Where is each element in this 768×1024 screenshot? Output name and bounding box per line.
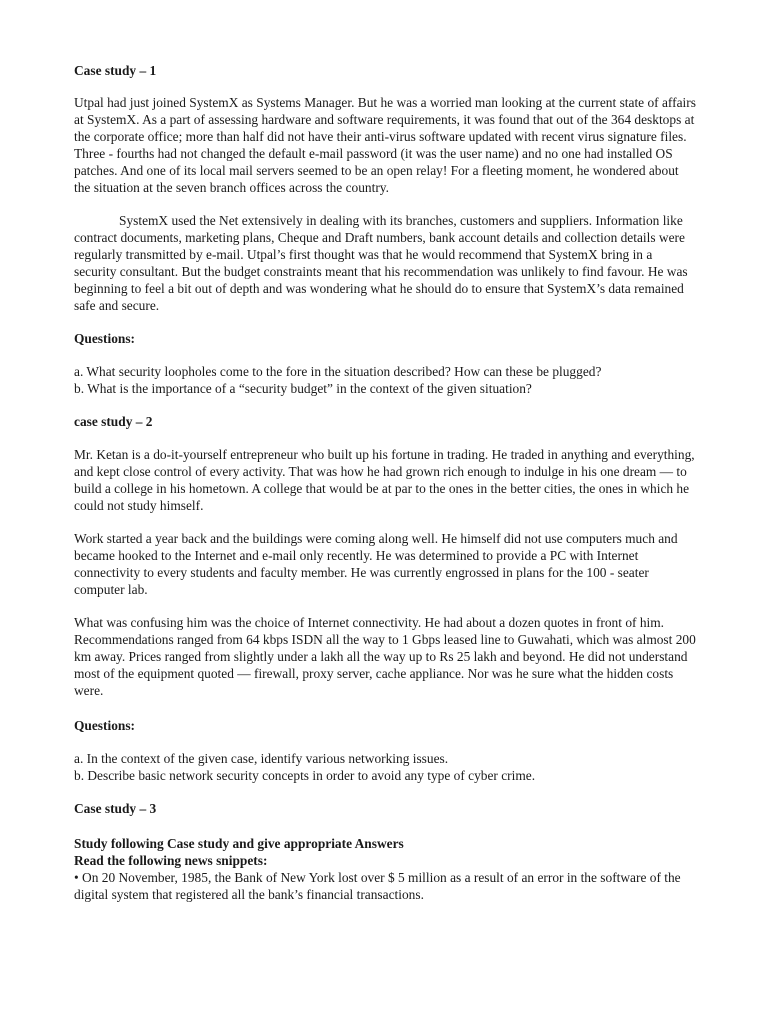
document-page <box>74 62 698 903</box>
case-study-2-questions-heading: Questions: <box>74 718 136 733</box>
case-study-1-paragraph-2: SystemX used the Net extensively in dealing with its branches, customers and suppliers. Information like contract documents, marketing plans, Cheque and Draft numbers, bank account details and collection details were regularly transmitted by e-mail. Utpal’s first thought was that he would recommend that SystemX bring in a security consultant. But the budget constraints meant that his recommendation was unlikely to find favour. He was beginning to feel a bit out of depth and was wondering what he should do to ensure that SystemX’s data remained safe and secure. <box>74 213 688 313</box>
case-study-1-paragraph-1: Utpal had just joined SystemX as Systems Manager. But he was a worried man looking at the current state of affairs at SystemX. As a part of assessing hardware and software requirements, it was found that out of the 364 desktops at the corporate office; more than half did not have their anti-virus software updated with recent virus signature files. Three - fourths had not changed the default e-mail password (it was the user name) and no one had installed OS patches. And one of its local mail servers seemed to be an open relay! For a fleeting moment, he wondered about the situation at the seven branch offices across the country. <box>74 95 696 195</box>
case-study-2-paragraph-1: Mr. Ketan is a do-it-yourself entrepreneur who built up his fortune in trading. He traded in anything and everything, and kept close control of every activity. That was how he had grown rich enough to indulge in his one dream — to build a college in his hometown. A college that would be at par to the ones in the better cities, the ones in which he could not study himself. <box>74 447 695 513</box>
case-study-1-heading: Case study – 1 <box>74 63 157 78</box>
case-study-2-heading: case study – 2 <box>74 414 153 429</box>
case-study-2-paragraph-2: Work started a year back and the buildings were coming along well. He himself did not use computers much and became hooked to the Internet and e-mail only recently. He was determined to provide a PC with Internet connectivity to every students and faculty member. He was currently engrossed in plans for the 100 - seater computer lab. <box>74 531 678 597</box>
case-study-1-question-b: b. What is the importance of a “security budget” in the context of the given situation? <box>74 381 532 396</box>
case-study-3-instruction: Study following Case study and give appropriate Answers <box>74 836 404 851</box>
case-study-2-paragraph-3: What was confusing him was the choice of Internet connectivity. He had about a dozen quotes in front of him. Recommendations ranged from 64 kbps ISDN all the way to 1 Gbps leased line to Guwahati, which was almost 200 km away. Prices ranged from slightly under a lakh all the way up to Rs 25 lakh and beyond. He did not understand most of the equipment quoted — firewall, proxy server, cache appliance. Nor was he sure what the hidden costs were. <box>74 615 696 698</box>
case-study-3-news-snippet-1: • On 20 November, 1985, the Bank of New York lost over $ 5 million as a result of an error in the software of the digital system that registered all the bank’s financial transactions. <box>74 870 681 902</box>
case-study-3-heading: Case study – 3 <box>74 801 157 816</box>
case-study-2-question-b: b. Describe basic network security concepts in order to avoid any type of cyber crime. <box>74 768 536 783</box>
case-study-1-question-a: a. What security loopholes come to the fore in the situation described? How can these be plugged? <box>74 364 602 379</box>
case-study-2-question-a: a. In the context of the given case, identify various networking issues. <box>74 751 449 766</box>
case-study-1-questions-heading: Questions: <box>74 331 136 346</box>
case-study-3-snippets-heading: Read the following news snippets: <box>74 853 268 868</box>
